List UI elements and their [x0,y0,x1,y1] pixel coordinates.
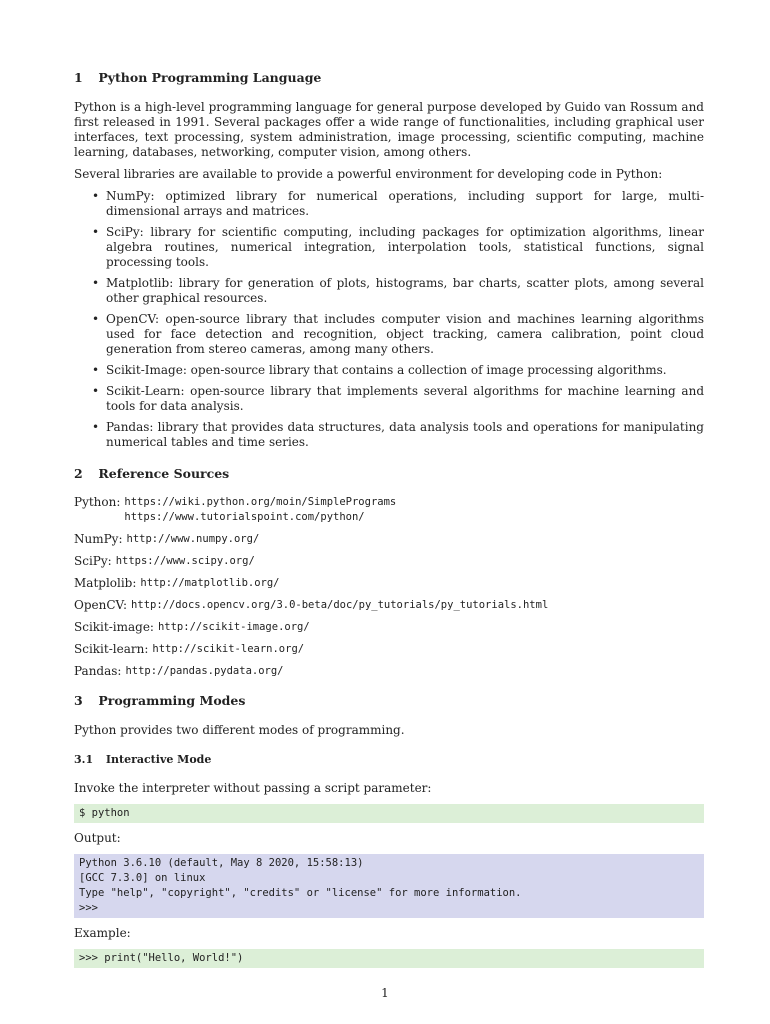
bullet-icon: • [92,363,100,377]
reference-python [74,495,704,525]
reference-label: SciPy: [74,554,112,568]
bullet-icon: • [92,420,100,434]
code-line: [GCC 7.3.0] on linux [79,872,206,884]
section-title: Python Programming Language [98,70,322,85]
section-number: 1 [74,70,83,85]
list-item: • NumPy: optimized library for numerical operations, including support for large, multi-dimensional arrays and matrices. [92,189,704,218]
reference-label: Pandas: [74,664,122,678]
reference-matplotlib [74,576,704,591]
code-line: >>> print("Hello, World!") [79,952,244,964]
reference-link[interactable]: http://matplotlib.org/ [140,577,280,589]
bullet-icon: • [92,189,100,203]
reference-link[interactable]: https://www.scipy.org/ [115,555,255,567]
reference-scikit-image [74,620,704,635]
reference-opencv [74,598,704,613]
bullet-icon: • [92,384,100,398]
reference-link[interactable]: https://wiki.python.org/moin/SimplePrograms [124,496,397,508]
list-item: • SciPy: library for scientific computing, including packages for optimization algorithms, linear algebra routines, numerical integration, interpolation tools, statistical functions, signal processing tools. [92,225,704,269]
list-item: • Matplotlib: library for generation of plots, histograms, bar charts, scatter plots, among several other graphical resources. [92,276,704,305]
section-1-heading [74,70,704,85]
code-line: $ python [79,807,130,819]
section-title: Reference Sources [98,466,230,481]
page-number: 1 [381,986,389,1000]
reference-label: Python: [74,495,121,509]
section-3-heading [74,693,704,708]
subsection-number: 3.1 [74,753,94,766]
section-number: 3 [74,693,83,708]
reference-link[interactable]: https://www.tutorialspoint.com/python/ [124,511,365,523]
reference-label: OpenCV: [74,598,128,612]
reference-label: NumPy: [74,532,123,546]
list-item: • OpenCV: open-source library that includes computer vision and machines learning algorithms used for face detection and recognition, object tracking, camera calibration, point cloud generation from stereo cameras, among many others. [92,312,704,356]
subsection-3-1-heading [74,752,704,767]
reference-link[interactable]: http://docs.opencv.org/3.0-beta/doc/py_tutorials/py_tutorials.html [131,599,549,611]
output-label: Output: [74,831,121,845]
command-code-block [74,804,704,823]
section-2-heading [74,466,704,481]
reference-scipy [74,554,704,569]
reference-pandas [74,664,704,679]
section-title: Programming Modes [98,693,246,708]
reference-label: Scikit-learn: [74,642,149,656]
reference-numpy [74,532,704,547]
invoke-text: Invoke the interpreter without passing a script parameter: [74,781,432,795]
modes-intro: Python provides two different modes of programming. [74,723,405,737]
reference-label: Matplolib: [74,576,137,590]
output-code-block [74,854,704,918]
reference-link[interactable]: http://www.numpy.org/ [126,533,260,545]
reference-link[interactable]: http://scikit-learn.org/ [152,643,305,655]
code-line: Type "help", "copyright", "credits" or "license" for more information. [79,887,522,899]
intro-paragraph: Python is a high-level programming language for general purpose developed by Guido van Rossum and first released in 1991. Several packages offer a wide range of functionalities, including graphical user interfaces, text processing, system administration, image processing, scientific computing, machine learning, databases, networking, computer vision, among others. [74,100,704,159]
subsection-title: Interactive Mode [105,753,212,766]
list-item: • Pandas: library that provides data structures, data analysis tools and operations for manipulating numerical tables and time series. [92,420,704,449]
list-item: • Scikit-Image: open-source library that contains a collection of image processing algorithms. [92,363,667,377]
bullet-icon: • [92,225,100,239]
reference-label: Scikit-image: [74,620,154,634]
bullet-icon: • [92,276,100,290]
libraries-list [74,189,704,450]
code-line: Python 3.6.10 (default, May 8 2020, 15:58:13) [79,857,364,869]
code-line: >>> [79,902,98,914]
bullet-icon: • [92,312,100,326]
section-number: 2 [74,466,83,481]
reference-scikit-learn [74,642,704,657]
list-item: • Scikit-Learn: open-source library that implements several algorithms for machine learning and tools for data analysis. [92,384,704,413]
example-label: Example: [74,926,131,940]
libraries-intro: Several libraries are available to provide a powerful environment for developing code in Python: [74,167,663,181]
example-code-block [74,949,704,968]
document-page [74,68,704,968]
reference-link[interactable]: http://pandas.pydata.org/ [125,665,284,677]
reference-list [74,495,704,679]
reference-link[interactable]: http://scikit-image.org/ [157,621,310,633]
